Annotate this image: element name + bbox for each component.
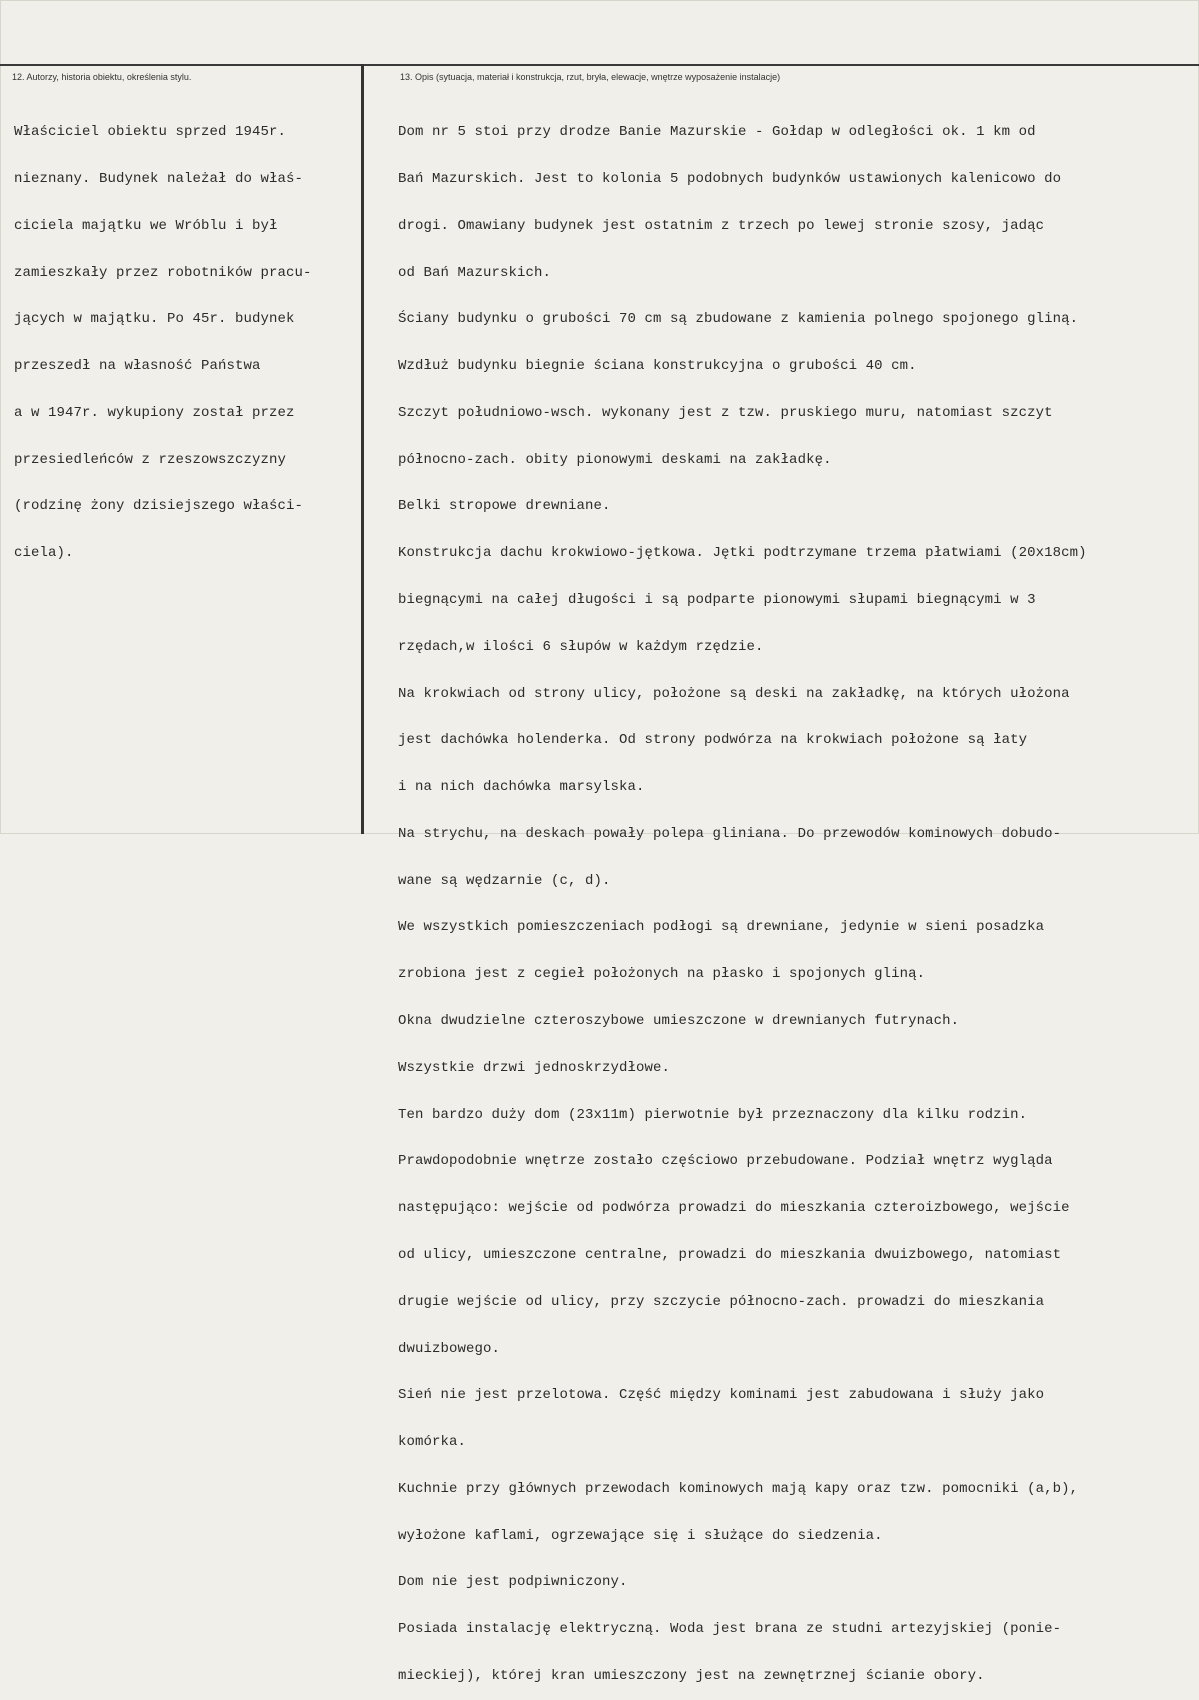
column-divider-line (361, 64, 364, 834)
history-line: (rodzinę żony dzisiejszego właści- (14, 498, 304, 515)
history-line: ciciela majątku we Wróblu i był (14, 217, 278, 234)
history-line: Właściciel obiektu sprzed 1945r. (14, 124, 287, 141)
description-line: drogi. Omawiany budynek jest ostatnim z trzech po lewej stronie szosy, jadąc (398, 217, 1045, 234)
description-line: Na strychu, na deskach powały polepa gliniana. Do przewodów kominowych dobudo- (398, 825, 1062, 842)
history-line: zamieszkały przez robotników pracu- (14, 264, 312, 281)
description-line: Konstrukcja dachu krokwiowo-jętkowa. Jętki podtrzymane trzema płatwiami (20x18cm) (398, 545, 1087, 562)
description-line: biegnącymi na całej długości i są podparte pionowymi słupami biegnącymi w 3 (398, 592, 1036, 608)
description-line: dwuizbowego. (398, 1340, 501, 1357)
description-line: wyłożone kaflami, ogrzewające się i służące do siedzenia. (398, 1527, 883, 1544)
description-line: Belki stropowe drewniane. (398, 498, 611, 515)
description-line: od Bań Mazurskich. (398, 264, 552, 281)
description-line: mieckiej), której kran umieszczony jest na zewnętrznej ścianie obory. (398, 1667, 985, 1684)
description-text (398, 94, 1087, 1700)
description-line: Wzdłuż budynku biegnie ściana konstrukcyjna o grubości 40 cm. (398, 358, 917, 375)
description-line: i na nich dachówka marsylska. (398, 779, 645, 796)
description-line: następująco: wejście od podwórza prowadzi do mieszkania czteroizbowego, wejście (398, 1200, 1070, 1217)
history-line: jących w majątku. Po 45r. budynek (14, 311, 295, 328)
description-line: Wszystkie drzwi jednoskrzydłowe. (398, 1059, 671, 1076)
history-text (14, 94, 312, 577)
description-line: Ściany budynku o grubości 70 cm są zbudowane z kamienia polnego spojonego gliną. (398, 311, 1079, 328)
description-line: Dom nie jest podpiwniczony. (398, 1574, 628, 1591)
description-line: wane są wędzarnie (c, d). (398, 872, 611, 889)
description-line: rzędach,w ilości 6 słupów w każdym rzędzie. (398, 638, 764, 655)
history-line: a w 1947r. wykupiony został przez (14, 404, 295, 421)
description-line: Ten bardzo duży dom (23x11m) pierwotnie był przeznaczony dla kilku rodzin. (398, 1106, 1028, 1123)
description-line: Kuchnie przy głównych przewodach kominowych mają kapy oraz tzw. pomocniki (a,b), (398, 1480, 1079, 1497)
description-line: Na krokwiach od strony ulicy, położone są deski na zakładkę, na których ułożona (398, 685, 1070, 702)
description-line: północno-zach. obity pionowymi deskami na zakładkę. (398, 451, 832, 468)
description-line: Dom nr 5 stoi przy drodze Banie Mazurskie - Gołdap w odległości ok. 1 km od (398, 124, 1036, 141)
description-line: Posiada instalację elektryczną. Woda jest brana ze studni artezyjskiej (ponie- (398, 1621, 1062, 1638)
description-line: Szczyt południowo-wsch. wykonany jest z tzw. pruskiego muru, natomiast szczyt (398, 404, 1053, 421)
history-line: przesiedleńców z rzeszowszczyzny (14, 451, 287, 468)
description-line: drugie wejście od ulicy, przy szczycie północno-zach. prowadzi do mieszkania (398, 1293, 1045, 1310)
section-12-header: 12. Autorzy, historia obiektu, określenia stylu. (12, 72, 192, 82)
description-line: Sień nie jest przelotowa. Część między kominami jest zabudowana i służy jako (398, 1387, 1045, 1404)
description-line: jest dachówka holenderka. Od strony podwórza na krokwiach położone są łaty (398, 732, 1028, 749)
description-line: Prawdopodobnie wnętrze zostało częściowo przebudowane. Podział wnętrz wygląda (398, 1153, 1053, 1170)
header-divider-line (0, 64, 1199, 66)
history-line: ciela). (14, 545, 74, 562)
description-line: od ulicy, umieszczone centralne, prowadzi do mieszkania dwuizbowego, natomiast (398, 1246, 1062, 1263)
description-line: zrobiona jest z cegieł położonych na płasko i spojonych gliną. (398, 966, 926, 983)
description-line: We wszystkich pomieszczeniach podłogi są drewniane, jedynie w sieni posadzka (398, 919, 1045, 936)
history-line: nieznany. Budynek należał do właś- (14, 170, 304, 187)
history-line: przeszedł na własność Państwa (14, 358, 261, 375)
section-13-header: 13. Opis (sytuacja, materiał i konstrukcja, rzut, bryła, elewacje, wnętrze wyposażenie instalacje) (400, 72, 781, 82)
description-line: Bań Mazurskich. Jest to kolonia 5 podobnych budynków ustawionych kalenicowo do (398, 170, 1062, 187)
description-line: komórka. (398, 1434, 467, 1451)
description-line: Okna dwudzielne czteroszybowe umieszczone w drewnianych futrynach. (398, 1013, 960, 1030)
